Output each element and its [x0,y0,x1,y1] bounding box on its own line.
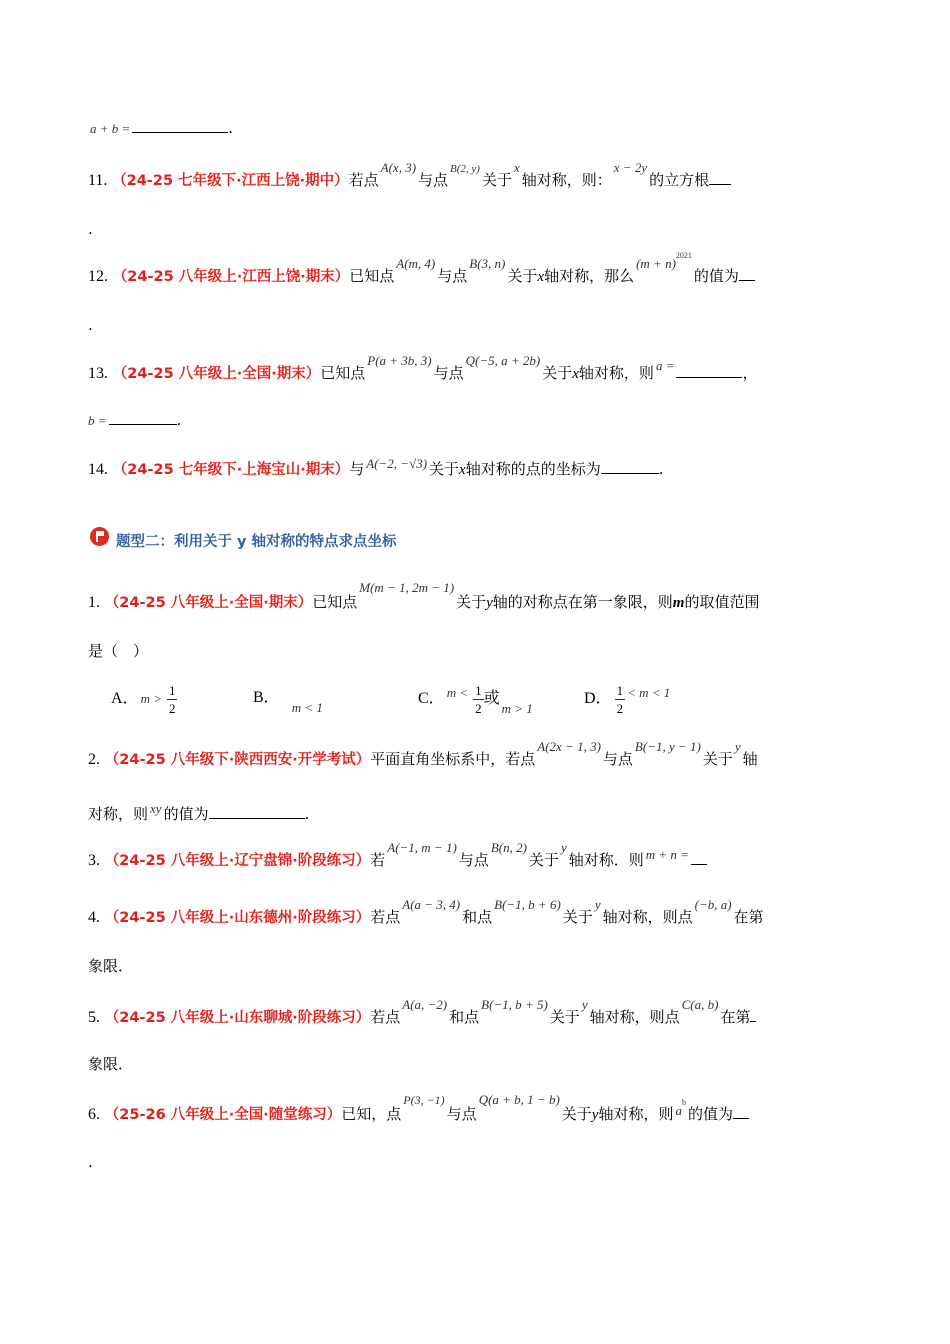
answer-blank[interactable] [709,170,731,185]
math-expression: (−b, a) [694,897,732,912]
math-expression: A(a, −2) [402,997,448,1012]
math-expression: $(m + n)^{2021}$ [636,251,692,271]
math-expression: A(−1, m − 1) [387,840,457,855]
math-expression: B(3, n) [469,256,506,271]
question-source: （24-25 八年级上·江西上饶·期末） [112,269,350,285]
answer-blank[interactable] [733,1104,749,1119]
question-2-1: 1. （24-25 八年级上·全国·期末）已知点M(m − 1, 2m − 1)关于y轴的对称点在第一象限，则m的取值范围 [88,580,760,611]
question-source: （24-25 八年级下·陕西西安·开学考试） [104,752,371,768]
answer-blank[interactable] [676,363,742,378]
math-variable: y [581,997,588,1012]
answer-line-a-plus-b: a + b = . [90,119,234,137]
question-source: （24-25 八年级上·全国·期末） [112,366,321,382]
question-source: （24-25 七年级下·上海宝山·期末） [112,462,350,478]
question-2-4: 4. （24-25 八年级上·山东德州·阶段练习）若点A(a − 3, 4)和点B(−1, b + 6)关于y轴对称，则点(−b, a)在第 [88,897,764,926]
question-source: （24-25 七年级下·江西上饶·期中） [112,173,349,189]
question-source: （24-25 八年级上·山东德州·阶段练习） [104,910,371,926]
question-2-2: 2. （24-25 八年级下·陕西西安·开学考试）平面直角坐标系中，若点A(2x − 1, 3)与点B(−1, y − 1)关于y轴 [88,739,758,768]
flag-icon [90,527,109,546]
answer-blank[interactable] [132,118,228,133]
math-expression: B(n, 2) [490,840,527,855]
math-expression: C(a, b) [681,997,719,1012]
math-expression: B(2, y) [450,163,480,175]
answer-blank[interactable] [109,410,177,425]
math-expression: M(m − 1, 2m − 1) [359,580,455,595]
option-a[interactable]: A． m > $\frac{1}{2}$ [111,683,176,716]
math-expression: x − 2y [613,160,648,175]
math-expression: $a^b$ [675,1098,686,1118]
math-expression: A(a − 3, 4) [402,897,461,912]
question-2-6: 6. （25-26 八年级上·全国·随堂练习）已知，点P(3, −1)与点Q(a + b, 1 − b)关于y轴对称，则 $a^b$的值为 [88,1104,749,1123]
option-b[interactable]: B．m < 1 [253,689,323,715]
math-expression: B(−1, b + 6) [494,897,561,912]
math-expression: P(a + 3b, 3) [367,353,432,368]
math-expression: Q(−5, a + 2b) [465,353,541,368]
answer-blank[interactable] [750,1007,756,1022]
question-source: （25-26 八年级上·全国·随堂练习） [104,1107,342,1123]
math-expression: A(m, 4) [396,256,436,271]
answer-blank[interactable] [739,266,755,281]
question-source: （24-25 八年级上·辽宁盘锦·阶段练习） [104,853,371,869]
question-2-3: 3. （24-25 八年级上·辽宁盘锦·阶段练习）若A(−1, m − 1)与点B(n, 2)关于y轴对称．则 m + n = [88,850,707,869]
answer-blank[interactable] [601,459,659,474]
question-source: （24-25 八年级上·全国·期末） [104,595,313,611]
option-c[interactable]: C． m < $\frac{1}{2}$ 或m > 1 [418,683,533,717]
question-14: 14. （24-25 七年级下·上海宝山·期末）与 A(−2, −√3) 关于x轴对称的点的坐标为 . [88,456,664,478]
math-expression: A(−2, −√3) [366,456,428,471]
math-expression: b = [88,413,107,428]
question-2-5: 5. （24-25 八年级上·山东聊城·阶段练习）若点A(a, −2)和点B(−1, b + 5)关于y轴对称，则点C(a, b)在第 [88,1007,756,1026]
math-expression: B(−1, b + 5) [481,997,548,1012]
math-expression: B(−1, y − 1) [634,739,701,754]
answer-blank[interactable] [691,850,707,865]
question-13: 13. （24-25 八年级上·全国·期末）已知点P(a + 3b, 3)与点Q(−5, a + 2b)关于x轴对称，则 a = ， [88,353,758,382]
question-11: 11. （24-25 七年级下·江西上饶·期中）若点A(x, 3)与点B(2, y)关于x轴对称，则：x − 2y的立方根 [88,170,731,189]
math-expression: P(3, −1) [403,1093,445,1107]
math-variable: y [560,840,567,855]
math-variable: y [594,897,601,912]
math-expression: m + n = [645,847,689,862]
option-d[interactable]: D． $\frac{1}{2}$ < m < 1 [584,683,671,716]
question-source: （24-25 八年级上·山东聊城·阶段练习） [104,1010,371,1026]
math-expression: a + b = [90,121,131,136]
math-variable: y [734,739,741,754]
math-variable: x [514,160,520,175]
question-12: 12. （24-25 八年级上·江西上饶·期末）已知点A(m, 4)与点B(3, n)关于x轴对称，那么$(m + n)^{2021}$的值为 [88,266,755,285]
math-expression: a = [655,358,675,373]
answer-blank[interactable] [209,804,305,819]
math-expression: Q(a + b, 1 − b) [478,1092,560,1107]
section-heading: 题型二：利用关于 y 轴对称的特点求点坐标 [116,534,397,550]
math-expression: A(x, 3) [380,160,417,175]
math-expression: A(2x − 1, 3) [537,739,601,754]
